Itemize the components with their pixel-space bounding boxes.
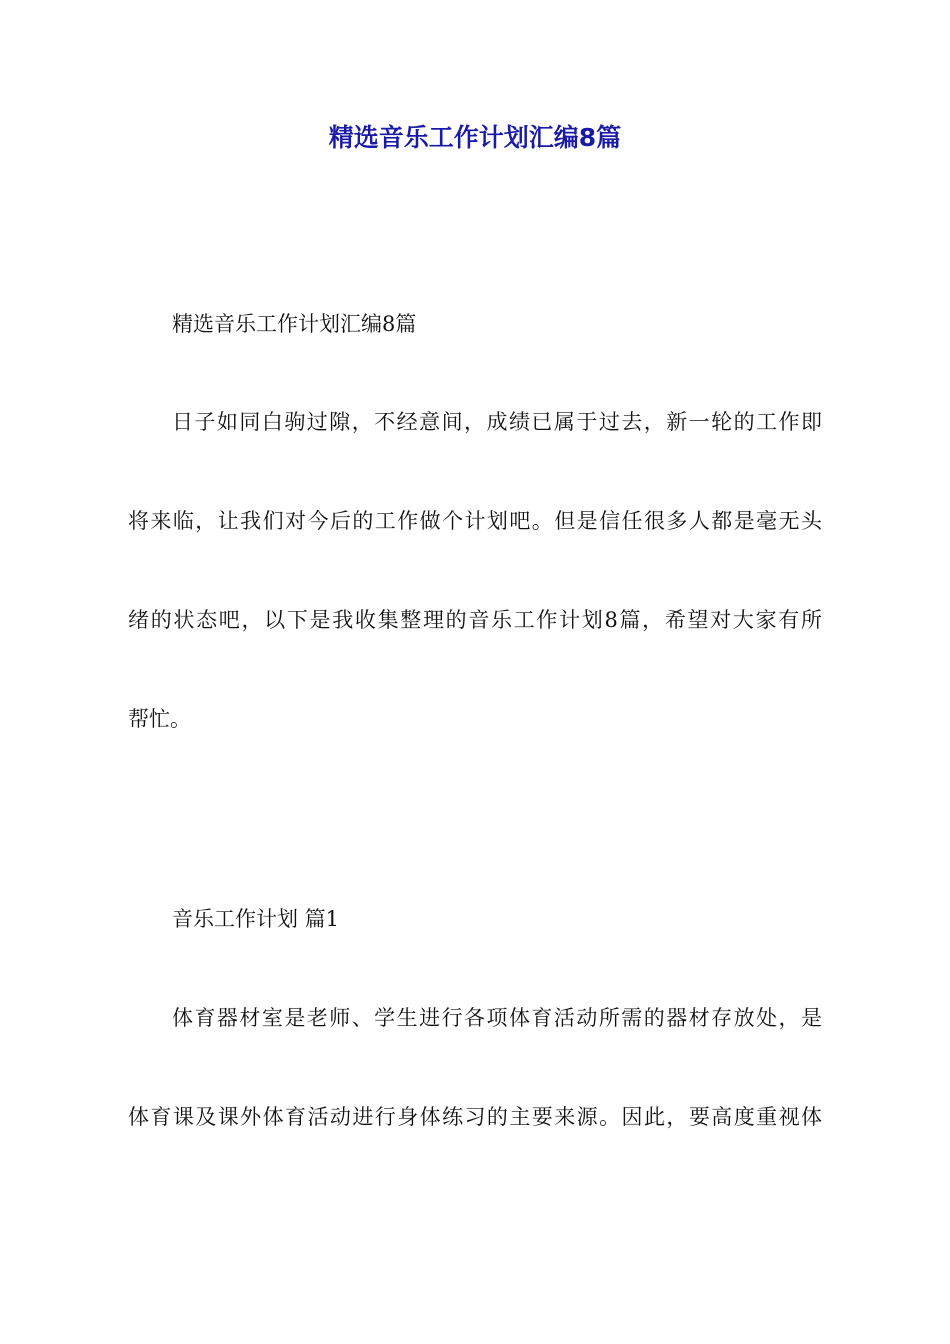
intro-line-1: 日子如同白驹过隙，不经意间，成绩已属于过去，新一轮的工作即 <box>172 410 822 434</box>
document-title: 精选音乐工作计划汇编8篇 <box>328 123 622 152</box>
section-line-1: 体育器材室是老师、学生进行各项体育活动所需的器材存放处，是 <box>172 1006 822 1030</box>
intro-line-2: 将来临，让我们对今后的工作做个计划吧。但是信任很多人都是毫无头 <box>128 509 822 533</box>
intro-line-3: 绪的状态吧，以下是我收集整理的音乐工作计划8篇，希望对大家有所 <box>128 608 822 632</box>
intro-line-4: 帮忙。 <box>128 707 191 731</box>
section-heading: 音乐工作计划 篇1 <box>172 907 340 931</box>
document-subtitle: 精选音乐工作计划汇编8篇 <box>172 312 417 336</box>
section-line-2: 体育课及课外体育活动进行身体练习的主要来源。因此，要高度重视体 <box>128 1105 822 1129</box>
